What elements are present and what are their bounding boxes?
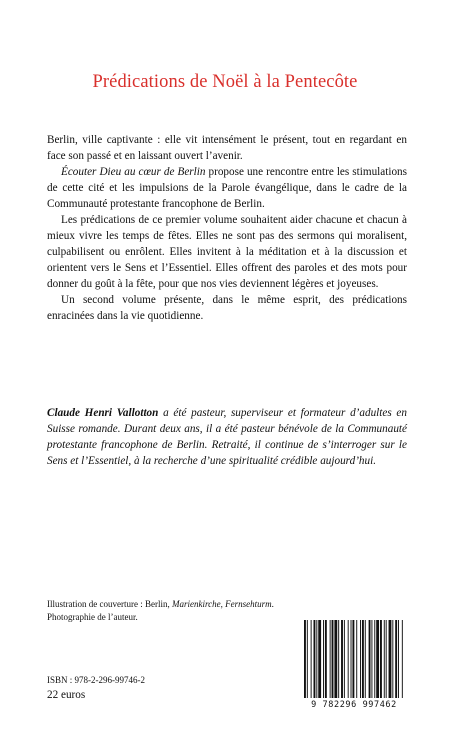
illustration-place-1: Marienkirche bbox=[171, 599, 221, 609]
paragraph-1: Berlin, ville captivante : elle vit intensément le présent, tout en regardant en face son passé et en laissant ouvert l’avenir. bbox=[47, 134, 407, 162]
illustration-place-2: Fernsehturm bbox=[225, 599, 272, 609]
barcode bbox=[298, 618, 410, 714]
paragraph-4: Un second volume présente, dans le même esprit, des prédications enracinées dans la vie quotidienne. bbox=[47, 294, 407, 322]
author-name: Claude Henri Vallotton bbox=[47, 407, 159, 419]
barcode-bars-icon bbox=[298, 618, 410, 700]
illustration-credit bbox=[47, 598, 377, 611]
illustration-sep: , bbox=[220, 599, 226, 609]
book-title-italic: Écouter Dieu au cœur de Berlin bbox=[61, 166, 206, 178]
paragraph-2-text: propose une rencontre entre les stimulations de cette cité et les impulsions de la Parole évangélique, dans le cadre de la Communauté protestante francophone de Berlin. bbox=[47, 166, 407, 210]
paragraph-2 bbox=[47, 164, 407, 212]
paragraph-3: Les prédications de ce premier volume souhaitent aider chacune et chacun à mieux vivre les temps de fêtes. Elles ne sont pas des sermons qui moralisent, culpabilisent ou enrôlent. Elles invitent à la méditation et à la discussion et orientent vers le Sens et l’Essentiel. Elles offrent des paroles et des mots pour donner du goût à la fête, pour que nos vies deviennent légères et joyeuses. bbox=[47, 214, 407, 290]
illustration-prefix: Illustration de couverture : Berlin, bbox=[47, 599, 172, 609]
book-title: Prédications de Noël à la Pentecôte bbox=[92, 72, 358, 92]
photo-credit: Photographie de l’auteur. bbox=[47, 612, 138, 622]
back-cover-blurb bbox=[47, 132, 407, 324]
price-text: 22 euros bbox=[47, 689, 86, 701]
barcode-number: 9 782296 997462 bbox=[311, 700, 397, 710]
illustration-end: . bbox=[271, 599, 274, 609]
author-bio-text: a été pasteur, superviseur et formateur d’adultes en Suisse romande. Durant deux ans, il a été pasteur bénévole de la Communauté protestante francophone de Berlin. Retraité, il continue de s’interroger sur le Sens et l’Essentiel, à la recherche d’une spiritualité crédible aujourd’hui. bbox=[47, 407, 407, 467]
author-bio bbox=[47, 405, 407, 469]
isbn-text: ISBN : 978-2-296-99746-2 bbox=[47, 675, 145, 685]
